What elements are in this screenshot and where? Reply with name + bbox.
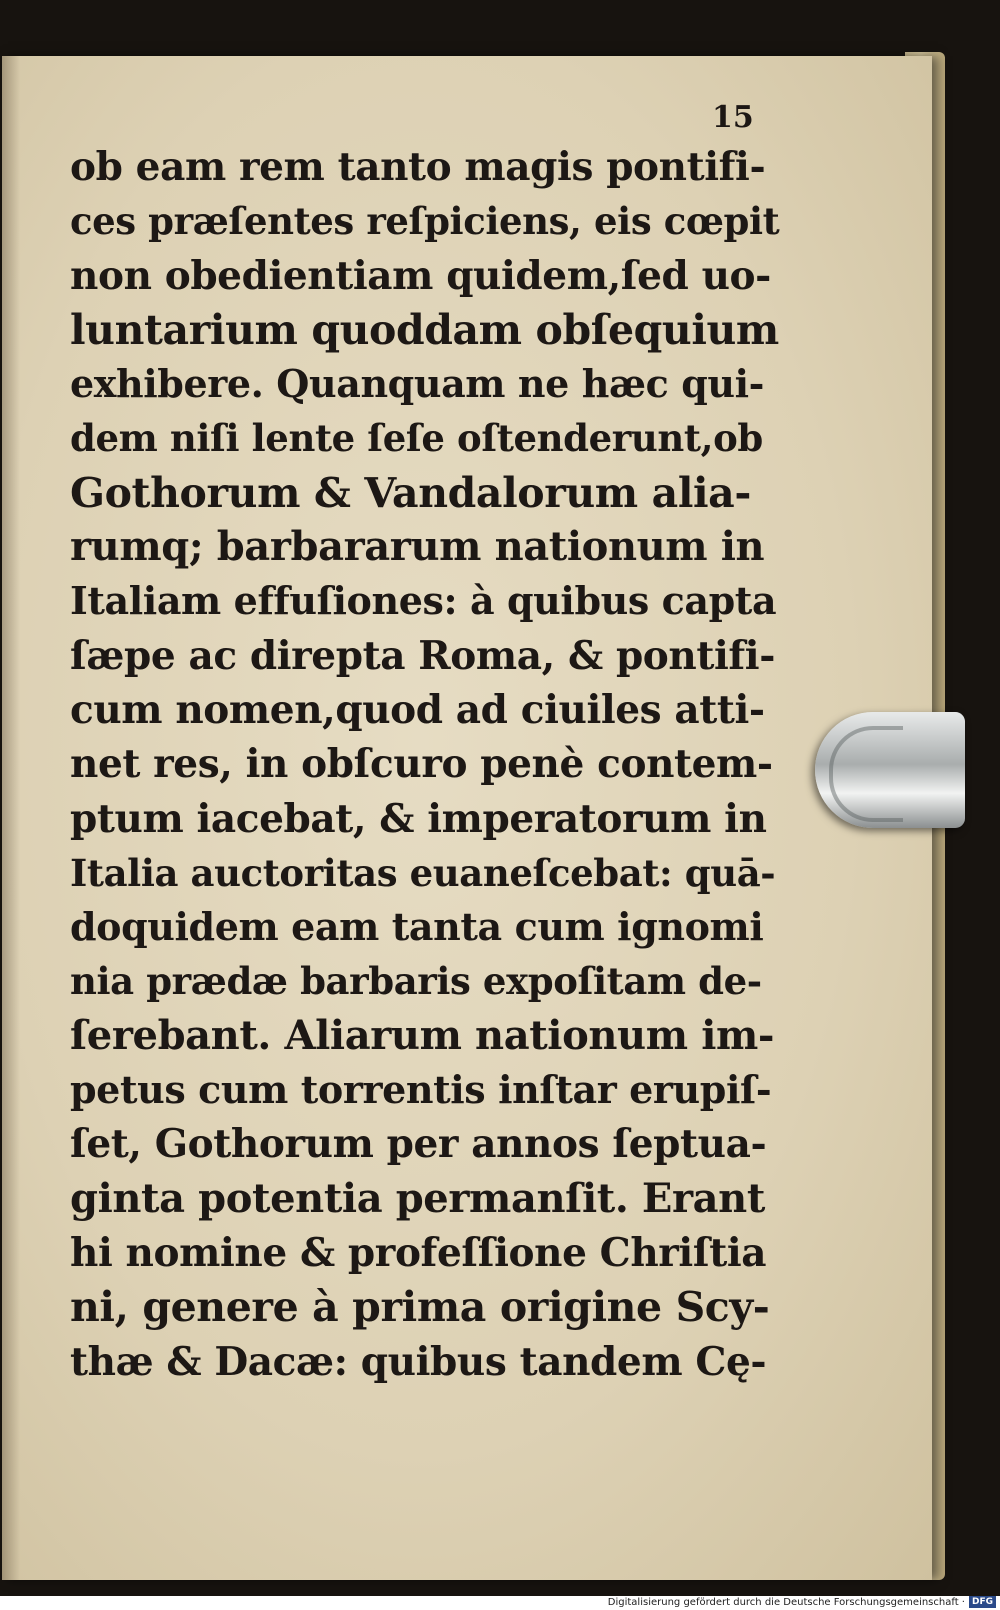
text-line: exhibere. Quanquam ne hæc qui- [70, 361, 765, 407]
text-line: thæ & Dacæ: quibus tandem Cę- [70, 1338, 767, 1385]
text-line: petus cum torrentis inſtar erupiſ- [70, 1067, 772, 1113]
text-line: ni, genere à prima origine Scy- [70, 1283, 770, 1332]
dfg-logo: DFG [969, 1596, 996, 1608]
text-line: ſet, Gothorum per annos ſeptua- [70, 1121, 767, 1168]
text-line: ptum iacebat, & imperatorum in [70, 795, 767, 842]
footer-credit: Digitalisierung gefördert durch die Deutsche Forschungsgemeinschaft · [607, 1597, 965, 1608]
text-block [70, 140, 780, 1389]
text-line: ces præſentes reſpiciens, eis cœpit [70, 199, 780, 244]
text-line: rumq; barbararum nationum in [70, 523, 765, 571]
text-line: Italia auctoritas euaneſcebat: quā- [70, 850, 776, 895]
text-line: Gothorum & Vandalorum alia- [70, 468, 751, 517]
text-line: cum nomen,quod ad ciuiles atti- [70, 686, 765, 733]
text-line: non obedientiam quidem,ſed uo- [70, 252, 771, 299]
text-line: ſerebant. Aliarum nationum im- [70, 1011, 775, 1059]
text-line: dem niſi lente ſeſe oſtenderunt,ob [70, 416, 763, 461]
text-line: luntarium quoddam obſequium [70, 305, 779, 354]
text-line: net res, in obſcuro penè contem- [70, 741, 773, 788]
text-line: Italiam effuſiones: à quibus capta [70, 578, 777, 624]
text-line: ob eam rem tanto magis pontifi- [70, 144, 766, 190]
page-clip [815, 712, 965, 828]
clip-loop [829, 726, 903, 822]
gutter-shadow [2, 56, 20, 1580]
footer-bar [0, 1596, 1000, 1610]
text-line: hi nomine & profeſſione Chriſtia [70, 1229, 767, 1276]
text-line: ſæpe ac direpta Roma, & pontifi- [70, 632, 775, 679]
text-line: ginta potentia permanſit. Erant [70, 1174, 765, 1222]
text-line: nia prædæ barbaris expoſitam de- [70, 959, 762, 1004]
page-number: 15 [712, 100, 754, 135]
text-line: doquidem eam tanta cum ignomi [70, 904, 764, 950]
